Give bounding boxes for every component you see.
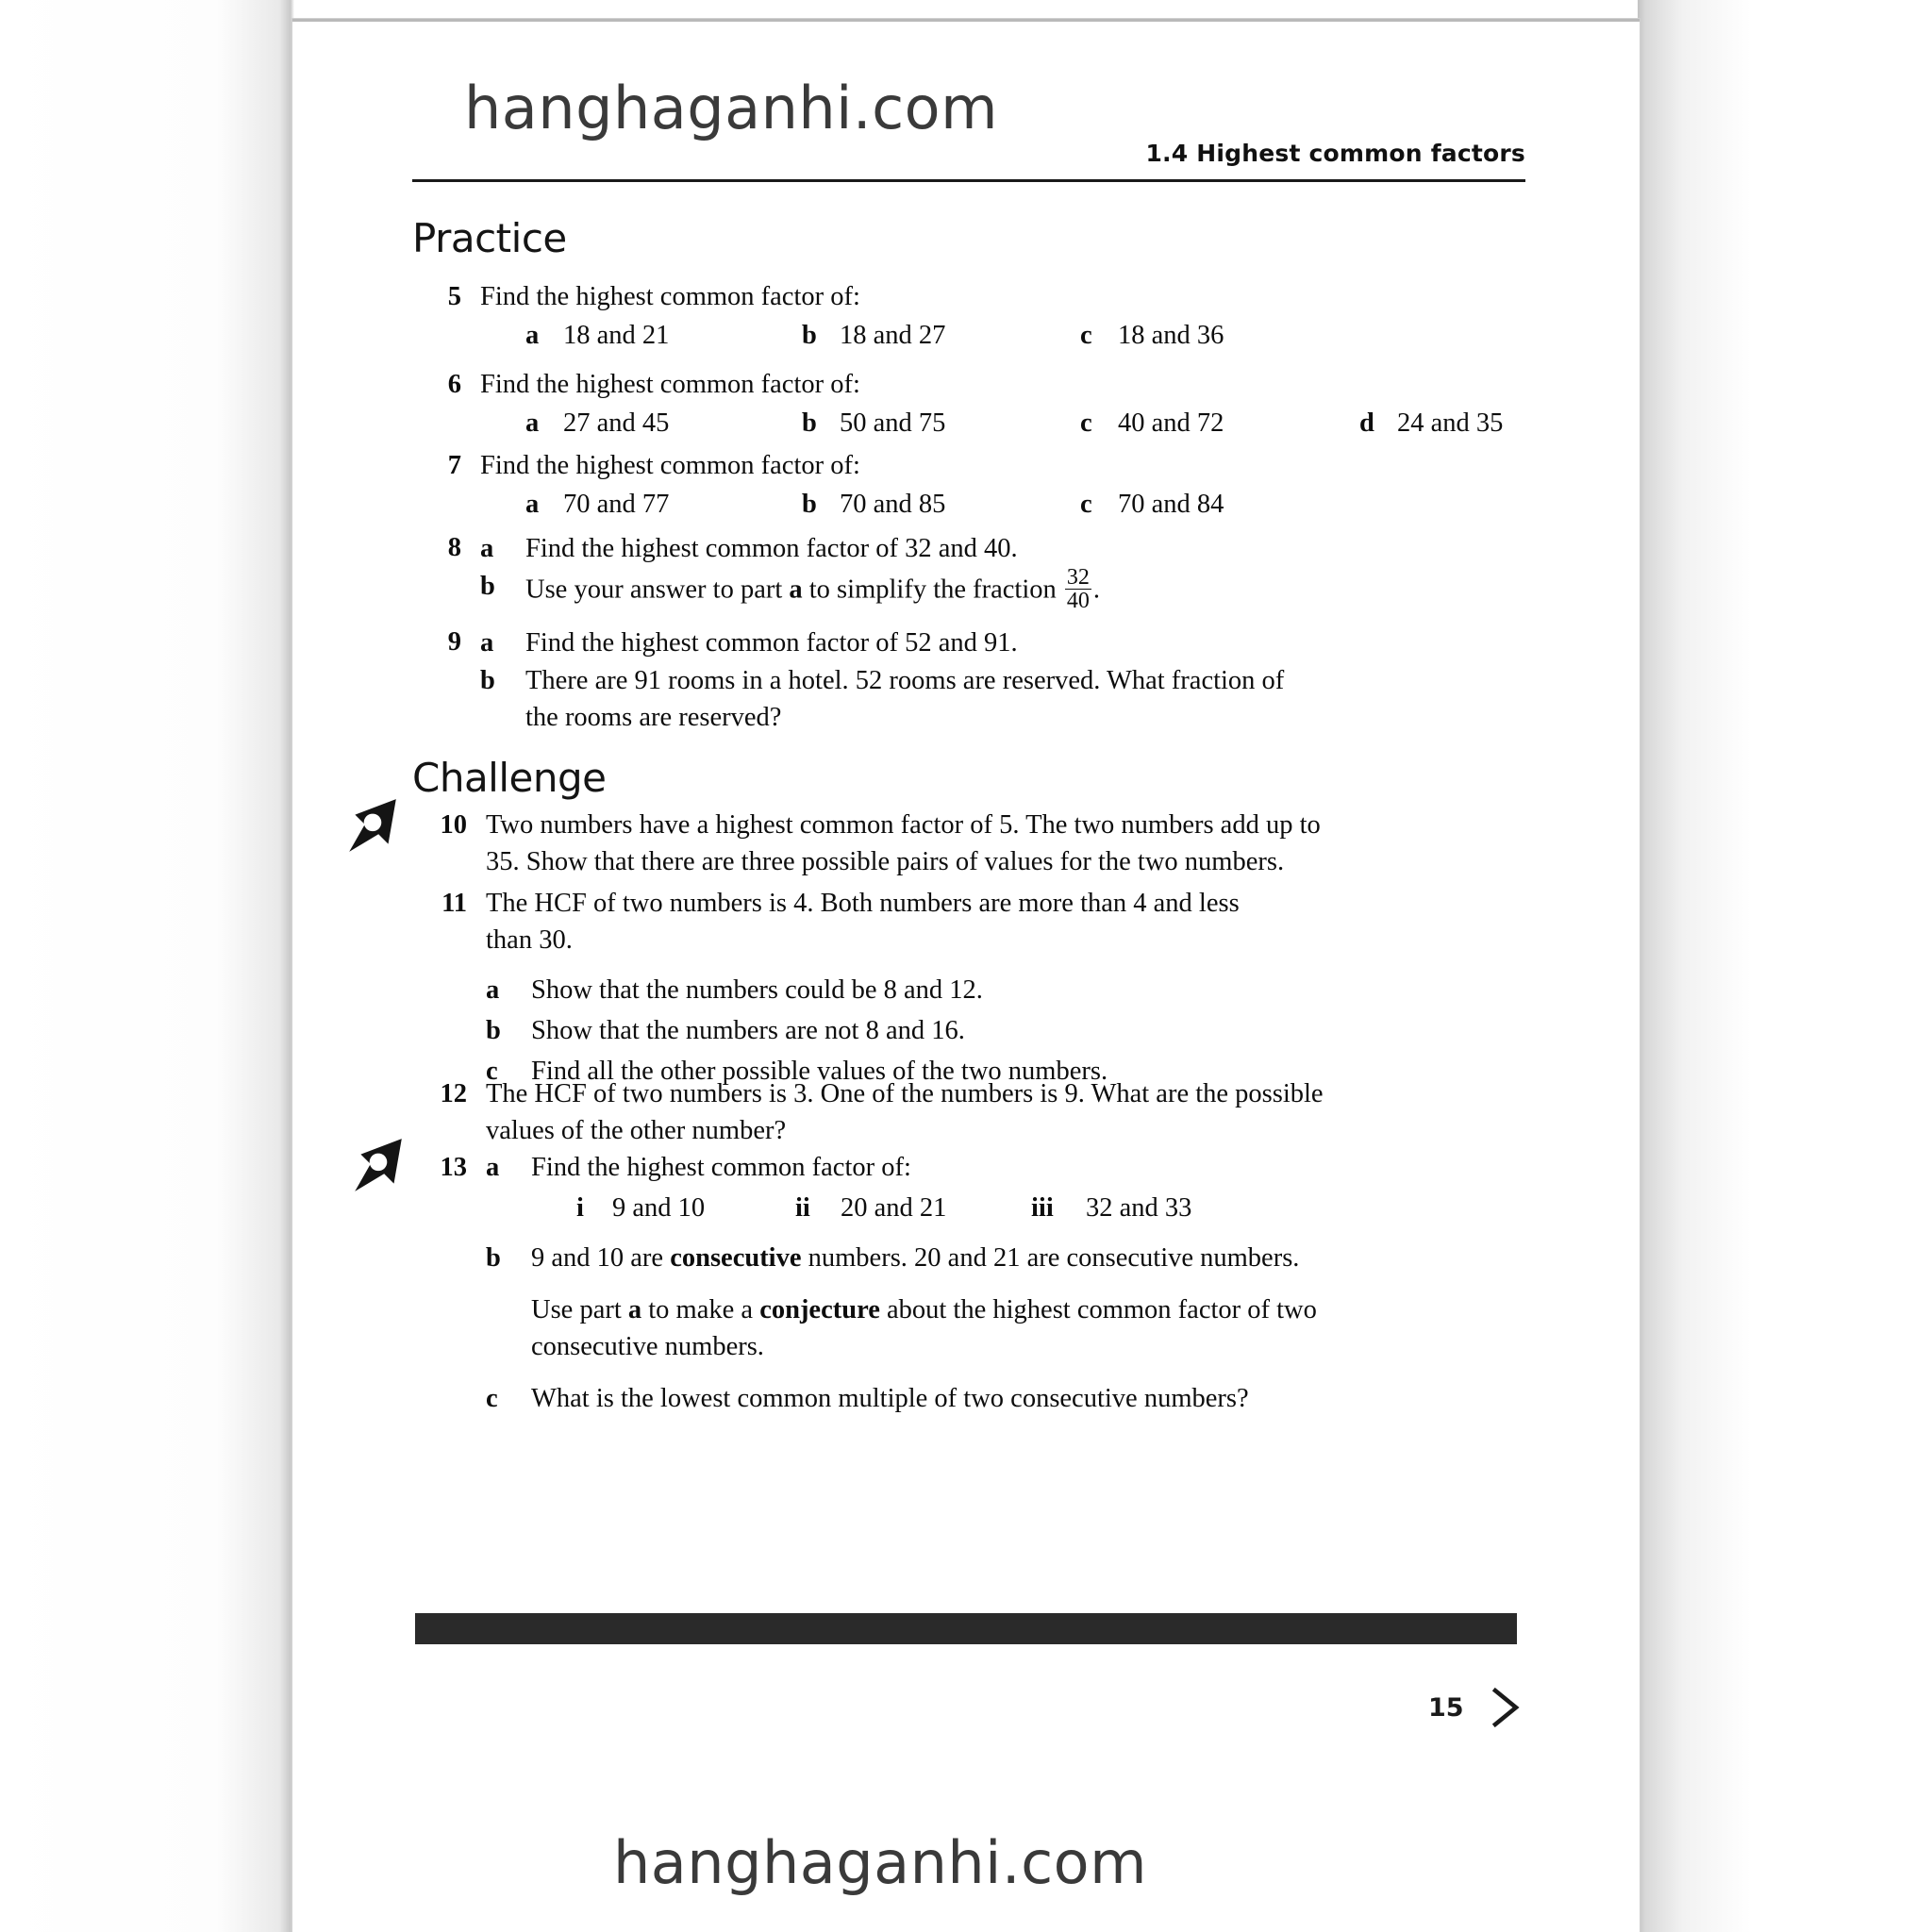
part-a xyxy=(480,625,1525,661)
question-number: 10 xyxy=(440,810,467,840)
fraction-32-over-40 xyxy=(1065,566,1091,613)
part-b-line3: consecutive numbers. xyxy=(531,1332,764,1361)
part-label: b xyxy=(486,1016,501,1045)
part-text: 24 and 35 xyxy=(1397,408,1504,438)
page-top-edge xyxy=(292,19,1640,22)
fraction-denominator: 40 xyxy=(1066,589,1090,614)
question-parts xyxy=(480,530,1525,615)
chevron-right-icon[interactable] xyxy=(1486,1685,1527,1730)
roman-part-i xyxy=(576,1190,705,1226)
question-12 xyxy=(412,1075,1525,1149)
part-text: 18 and 36 xyxy=(1118,321,1224,350)
question-9 xyxy=(412,624,1525,736)
part-text: 27 and 45 xyxy=(563,408,670,438)
part-label: b xyxy=(486,1243,501,1273)
part-b xyxy=(802,486,945,523)
part-bold-ref: a xyxy=(789,575,803,605)
part-label: c xyxy=(486,1057,498,1086)
part-b xyxy=(486,1240,1525,1276)
roman-label: iii xyxy=(1031,1193,1054,1223)
header-rule xyxy=(412,179,1525,182)
question-6 xyxy=(412,366,1525,441)
question-text-line1: The HCF of two numbers is 3. One of the numbers is 9. What are the possible xyxy=(486,1079,1324,1108)
part-b-line2-post: about the highest common factor of two xyxy=(879,1295,1317,1324)
watermark-top: hanghaganhi.com xyxy=(464,74,999,142)
part-label: a xyxy=(480,628,494,658)
question-number: 7 xyxy=(447,451,461,480)
part-text: 18 and 21 xyxy=(563,321,670,350)
question-number: 8 xyxy=(447,533,461,562)
section-heading-practice: Practice xyxy=(412,215,567,261)
footer-decorative-bar xyxy=(415,1613,1517,1644)
roman-text: 32 and 33 xyxy=(1086,1193,1192,1223)
part-b xyxy=(480,565,1525,615)
part-text: Find all the other possible values of the two numbers. xyxy=(531,1057,1108,1086)
part-a xyxy=(525,486,669,523)
part-a xyxy=(486,1149,1525,1186)
part-b-line1-post: numbers. 20 and 21 are consecutive numbers. xyxy=(801,1243,1300,1273)
part-text: Show that the numbers could be 8 and 12. xyxy=(531,975,983,1005)
part-label: a xyxy=(486,975,500,1005)
question-parts xyxy=(480,317,1525,354)
roman-parts xyxy=(531,1190,1525,1226)
question-parts xyxy=(480,486,1525,523)
part-label: b xyxy=(480,666,495,695)
question-number: 6 xyxy=(447,370,461,399)
part-label: b xyxy=(802,321,817,350)
part-text: 18 and 27 xyxy=(840,321,946,350)
part-c xyxy=(1080,486,1224,523)
part-a xyxy=(486,972,1525,1008)
part-c xyxy=(1080,405,1224,441)
question-text-line1: The HCF of two numbers is 4. Both numbers are more than 4 and less xyxy=(486,889,1240,918)
part-label: b xyxy=(480,572,495,601)
question-text-line2: values of the other number? xyxy=(486,1116,787,1145)
part-label: b xyxy=(802,408,817,438)
part-a xyxy=(480,530,1525,567)
part-label: b xyxy=(802,490,817,519)
question-5 xyxy=(412,278,1525,354)
keyword-conjecture: conjecture xyxy=(759,1295,880,1324)
roman-text: 9 and 10 xyxy=(612,1193,706,1223)
part-d xyxy=(1359,405,1503,441)
part-a xyxy=(525,405,669,441)
question-number: 13 xyxy=(440,1153,467,1182)
part-b xyxy=(480,662,1525,736)
keyword-consecutive: consecutive xyxy=(670,1243,802,1273)
part-text-before: Use your answer to part xyxy=(525,575,790,605)
part-b-continued xyxy=(486,1291,1525,1365)
roman-label: i xyxy=(576,1193,584,1223)
part-b xyxy=(802,317,945,354)
part-text-line1: There are 91 rooms in a hotel. 52 rooms are reserved. What fraction of xyxy=(525,666,1285,695)
question-number: 9 xyxy=(447,627,461,657)
question-text-line2: than 30. xyxy=(486,925,573,955)
problem-solving-star-icon xyxy=(343,797,402,856)
watermark-bottom: hanghaganhi.com xyxy=(613,1828,1148,1897)
part-label: c xyxy=(1080,321,1092,350)
question-stem: Find the highest common factor of: xyxy=(480,451,860,480)
part-text: 70 and 84 xyxy=(1118,490,1224,519)
running-head: 1.4 Highest common factors xyxy=(1145,140,1525,167)
part-b-line1-pre: 9 and 10 are xyxy=(531,1243,671,1273)
page-number: 15 xyxy=(1428,1693,1464,1723)
part-b-line2-pre: Use part xyxy=(531,1295,628,1324)
problem-solving-star-icon xyxy=(349,1137,408,1195)
part-stem: Find the highest common factor of: xyxy=(531,1153,911,1182)
question-parts xyxy=(486,972,1525,1090)
question-parts xyxy=(480,405,1525,441)
part-label: c xyxy=(1080,490,1092,519)
part-text-line2: the rooms are reserved? xyxy=(525,703,782,732)
question-13 xyxy=(412,1149,1525,1417)
part-label: a xyxy=(525,408,540,438)
part-text: Find the highest common factor of 52 and 91. xyxy=(525,628,1018,658)
question-stem: Find the highest common factor of: xyxy=(480,282,860,311)
part-label: d xyxy=(1359,408,1374,438)
part-b xyxy=(486,1012,1525,1049)
part-text: Find the highest common factor of 32 and 40. xyxy=(525,534,1018,563)
part-text: What is the lowest common multiple of two consecutive numbers? xyxy=(531,1384,1249,1413)
part-label: a xyxy=(480,534,494,563)
question-stem: Find the highest common factor of: xyxy=(480,370,860,399)
question-8 xyxy=(412,529,1525,615)
part-c xyxy=(486,1380,1525,1417)
question-11 xyxy=(412,885,1525,1090)
question-text-line1: Two numbers have a highest common factor of 5. The two numbers add up to xyxy=(486,810,1321,840)
question-parts xyxy=(480,625,1525,736)
fraction-numerator: 32 xyxy=(1066,565,1090,590)
part-text-after: . xyxy=(1092,575,1100,605)
roman-part-ii xyxy=(795,1190,946,1226)
part-label: c xyxy=(486,1384,498,1413)
part-text: 70 and 85 xyxy=(840,490,946,519)
part-text: 40 and 72 xyxy=(1118,408,1224,438)
part-c xyxy=(1080,317,1224,354)
part-label: c xyxy=(1080,408,1092,438)
question-number: 12 xyxy=(440,1079,467,1108)
part-text-mid: to simplify the fraction xyxy=(802,575,1063,605)
part-label: a xyxy=(486,1153,500,1182)
page-backdrop-right xyxy=(1638,0,1932,1932)
part-b xyxy=(802,405,945,441)
question-10 xyxy=(412,807,1525,880)
section-heading-challenge: Challenge xyxy=(412,755,607,801)
part-b-line2-mid: to make a xyxy=(641,1295,760,1324)
roman-label: ii xyxy=(795,1193,810,1223)
part-ref-a: a xyxy=(627,1295,642,1324)
question-text-line2: 35. Show that there are three possible pairs of values for the two numbers. xyxy=(486,847,1285,876)
part-text: Show that the numbers are not 8 and 16. xyxy=(531,1016,965,1045)
part-label: a xyxy=(525,490,540,519)
part-text: 70 and 77 xyxy=(563,490,670,519)
part-text: 50 and 75 xyxy=(840,408,946,438)
roman-text: 20 and 21 xyxy=(841,1193,947,1223)
question-number: 5 xyxy=(447,282,461,311)
part-label: a xyxy=(525,321,540,350)
part-a xyxy=(525,317,669,354)
question-number: 11 xyxy=(441,889,467,918)
question-7 xyxy=(412,447,1525,523)
roman-part-iii xyxy=(1031,1190,1191,1226)
